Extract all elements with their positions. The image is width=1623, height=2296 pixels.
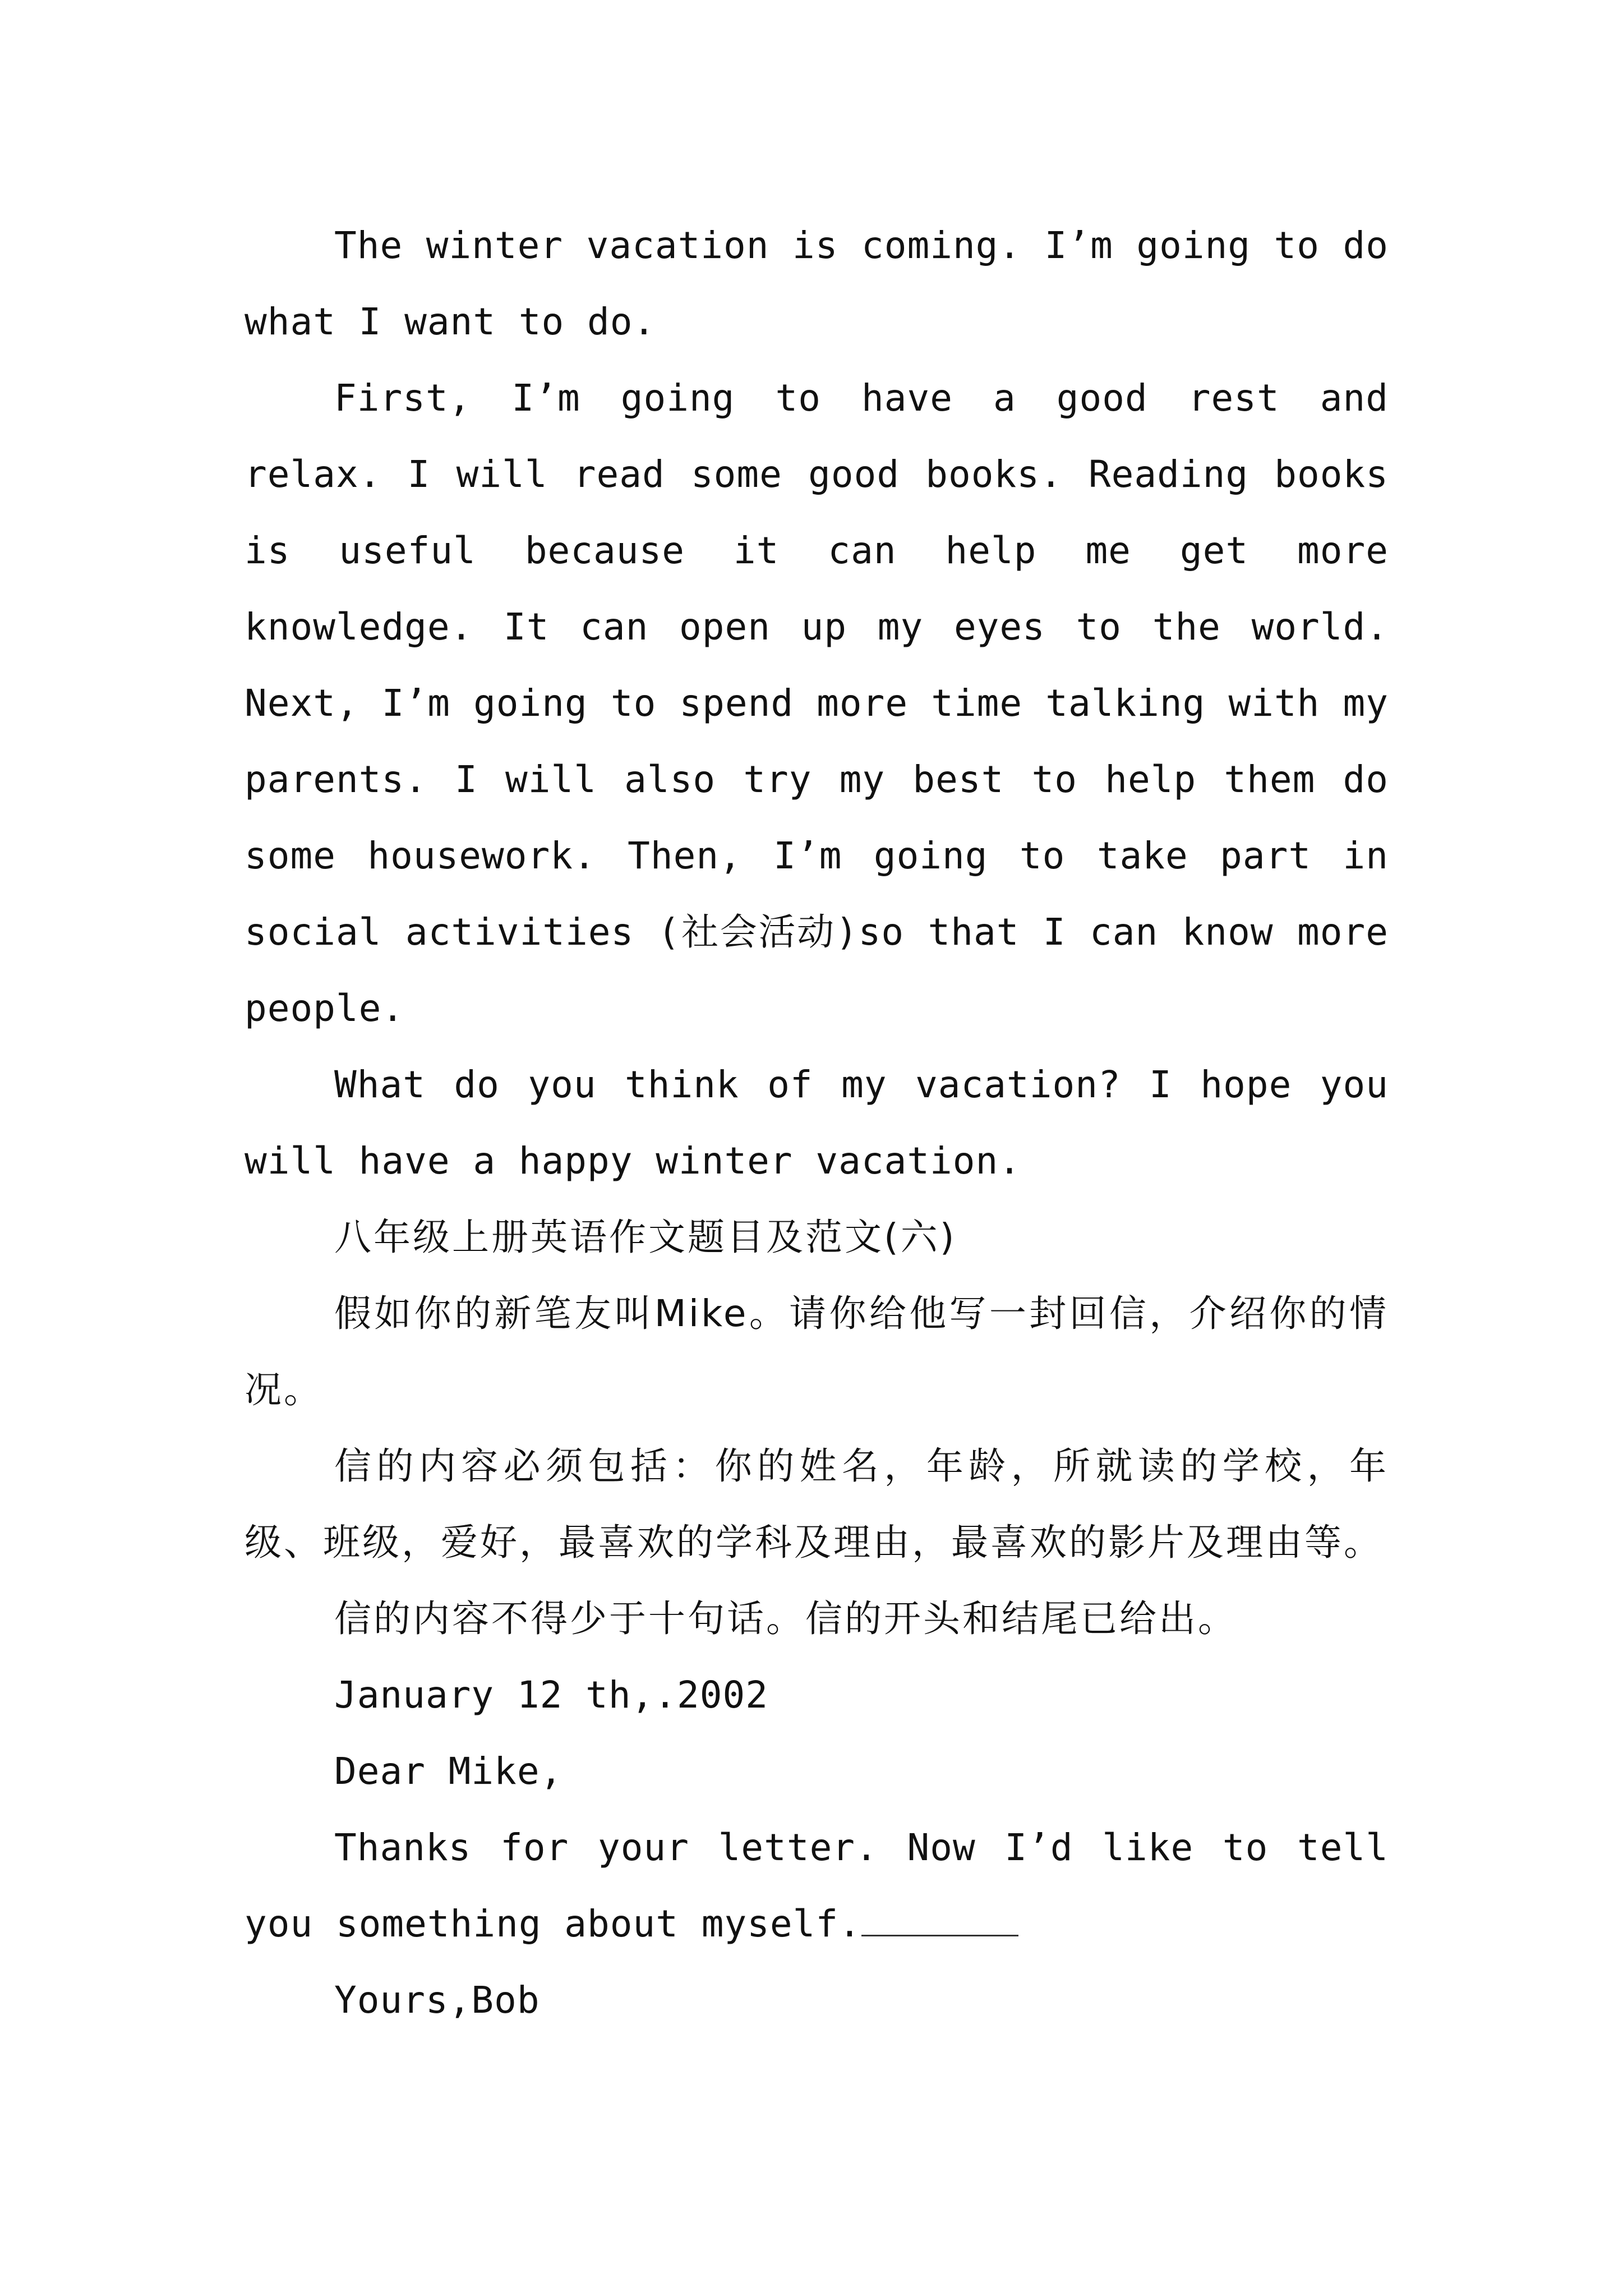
essay-paragraph-3: What do you think of my vacation? I hope you will have a happy winter vacation. xyxy=(245,1063,1389,1182)
prompt-paragraph-2: 信的内容必须包括：你的姓名，年龄，所就读的学校，年级、班级，爱好，最喜欢的学科及理由，最喜欢的影片及理由等。 xyxy=(245,1444,1389,1564)
letter-date: January 12 th,.2002 xyxy=(334,1673,768,1717)
letter-closing: Yours,Bob xyxy=(334,1978,540,2022)
prompt-paragraph-3: 信的内容不得少于十句话。信的开头和结尾已给出。 xyxy=(334,1597,1237,1640)
section-heading: 八年级上册英语作文题目及范文(六) xyxy=(334,1216,957,1259)
answer-blank xyxy=(861,1901,1018,1936)
page-content xyxy=(245,208,1389,2039)
letter-greeting: Dear Mike, xyxy=(334,1750,563,1793)
essay-paragraph-1: The winter vacation is coming. I’m going to do what I want to do. xyxy=(245,224,1389,343)
essay-paragraph-2: First, I’m going to have a good rest and relax. I will read some good books. Reading books is useful because it can help me get more knowledge. It can open up my eyes to the world. Next, I’m going to spend more time talking with my parents. I will also try my best to help them do some housework. Then, I’m going to take part in social activities (社会活动)so that I can know more people. xyxy=(245,376,1389,1030)
letter-body xyxy=(245,1810,1389,1962)
prompt-paragraph-1: 假如你的新笔友叫Mike。请你给他写一封回信，介绍你的情况。 xyxy=(245,1292,1389,1411)
letter-body-text: Thanks for your letter. Now I’d like to tell you something about myself. xyxy=(245,1826,1389,1945)
